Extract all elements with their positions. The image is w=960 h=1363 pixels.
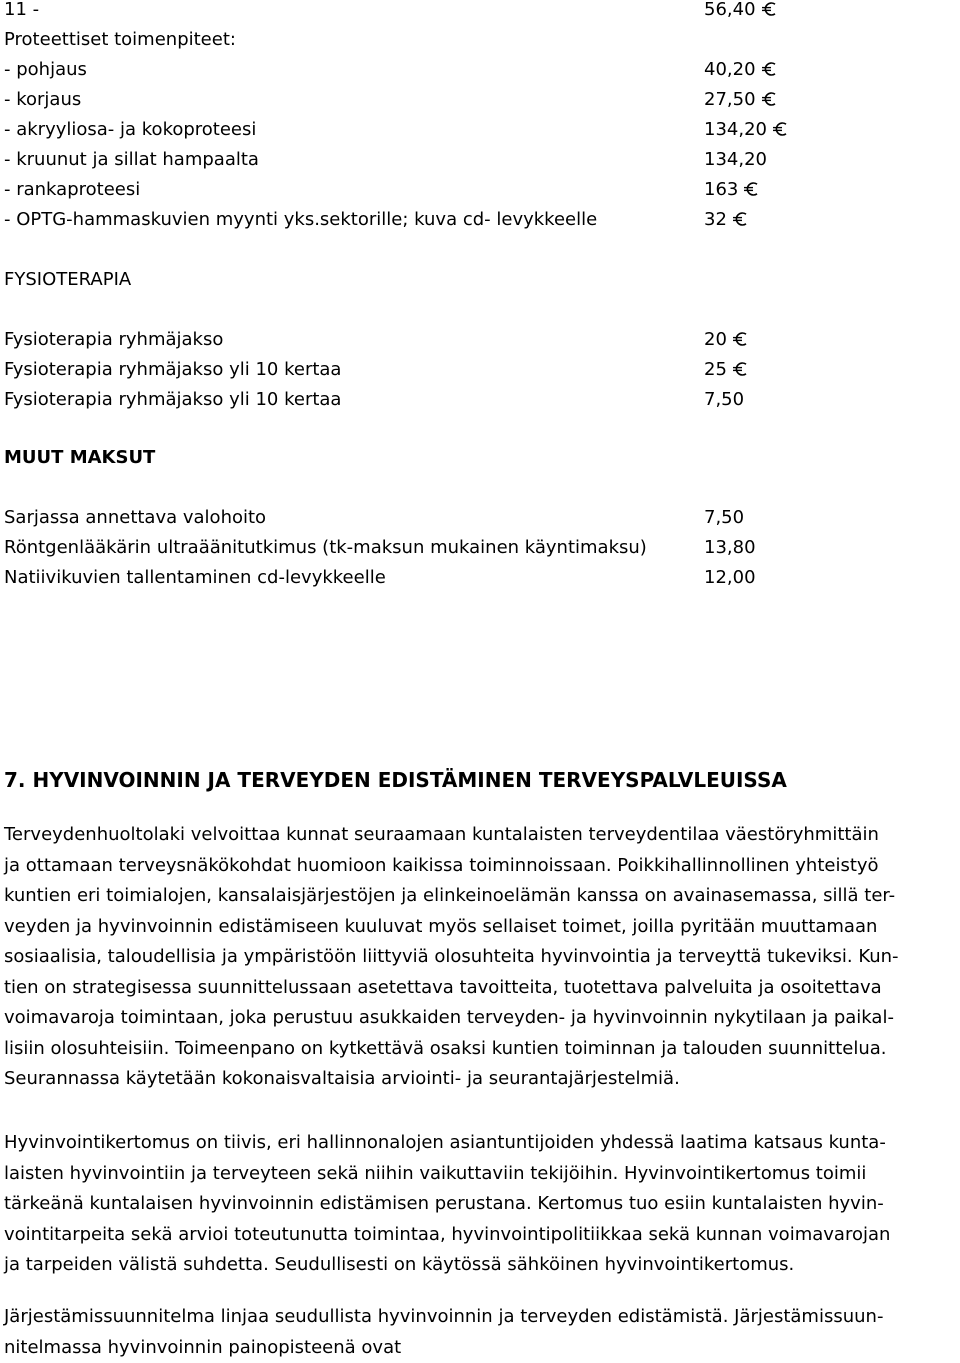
text-line: Terveydenhuoltolaki velvoittaa kunnat seuraamaan kuntalaisten terveydentilaa väestöryhmittäin (4, 820, 956, 851)
text-line: tien on strategisessa suunnittelussaan asetettava tavoitteita, tuotettava palveluita ja osoitettava (4, 973, 956, 1004)
text-line: voimavaroja toimintaan, joka perustuu asukkaiden terveyden- ja hyvinvoinnin nykytilaan ja paikal- (4, 1003, 956, 1034)
price-value: 32 (704, 209, 727, 230)
paragraph-2 (4, 1128, 956, 1281)
row-label: - akryyliosa- ja kokoproteesi (4, 118, 256, 142)
price-value: 134,20 (704, 149, 767, 170)
row-label: Fysioterapia ryhmäjakso yli 10 kertaa (4, 388, 341, 412)
row-value (704, 388, 744, 412)
row-label: Natiivikuvien tallentaminen cd-levykkeelle (4, 566, 386, 590)
text-line: sosiaalisia, taloudellisia ja ympäristöön liittyviä olosuhteita hyvinvointia ja terveyttä tukeviksi. Kun- (4, 942, 956, 973)
price-value: 134,20 (704, 119, 767, 140)
price-value: 7,50 (704, 389, 744, 410)
row-value (704, 118, 789, 142)
row-label: Fysioterapia ryhmäjakso yli 10 kertaa (4, 358, 341, 382)
row-label: - OPTG-hammaskuvien myynti yks.sektorille; kuva cd- levykkeelle (4, 208, 597, 232)
row-value (704, 358, 749, 382)
text-line: Hyvinvointikertomus on tiivis, eri hallinnonalojen asiantuntijoiden yhdessä laatima katsaus kunta- (4, 1128, 956, 1159)
row-value: 7,50 (704, 506, 744, 530)
row-label: - rankaproteesi (4, 178, 140, 202)
euro-icon (732, 361, 749, 377)
row-value (704, 0, 778, 22)
price-value: 27,50 (704, 89, 756, 110)
text-line: ja tarpeiden välistä suhdetta. Seudullisesti on käytössä sähköinen hyvinvointikertomus. (4, 1250, 956, 1281)
row-value (704, 148, 767, 172)
euro-icon (772, 121, 789, 137)
text-line: kuntien eri toimialojen, kansalaisjärjestöjen ja elinkeinoelämän kanssa on avainasemassa, sillä ter- (4, 881, 956, 912)
row-label: - kruunut ja sillat hampaalta (4, 148, 259, 172)
euro-icon (732, 331, 749, 347)
row-label: Röntgenlääkärin ultraäänitutkimus (tk-maksun mukainen käyntimaksu) (4, 536, 647, 560)
euro-icon (761, 61, 778, 77)
text-line: tärkeänä kuntalaisen hyvinvoinnin edistämisen perustana. Kertomus tuo esiin kuntalaisten hyvin- (4, 1189, 956, 1220)
text-line: veyden ja hyvinvoinnin edistämiseen kuuluvat myös sellaiset toimet, joilla pyritään muuttamaan (4, 912, 956, 943)
price-value: 25 (704, 359, 727, 380)
section-heading: MUUT MAKSUT (4, 446, 155, 470)
paragraph-1 (4, 820, 956, 1095)
row-value (704, 208, 749, 232)
text-line: Järjestämissuunnitelma linjaa seudullista hyvinvoinnin ja terveyden edistämistä. Järjestämissuun- (4, 1302, 956, 1333)
paragraph-3 (4, 1302, 956, 1363)
price-value: 40,20 (704, 59, 756, 80)
row-label: 11 - (4, 0, 39, 22)
row-value: 12,00 (704, 566, 756, 590)
euro-icon (732, 211, 749, 227)
price-value: 20 (704, 329, 727, 350)
euro-icon (761, 91, 778, 107)
row-label: - pohjaus (4, 58, 87, 82)
section-title: 7. HYVINVOINNIN JA TERVEYDEN EDISTÄMINEN TERVEYSPALVLEUISSA (4, 766, 787, 794)
text-line: lisiin olosuhteisiin. Toimeenpano on kytkettävä osaksi kuntien toiminnan ja talouden suunnittelua. (4, 1034, 956, 1065)
row-label: Fysioterapia ryhmäjakso (4, 328, 223, 352)
row-label: Sarjassa annettava valohoito (4, 506, 266, 530)
euro-icon (761, 1, 778, 17)
euro-icon (743, 181, 760, 197)
text-line: ja ottamaan terveysnäkökohdat huomioon kaikissa toiminnoissaan. Poikkihallinnollinen yhteistyö (4, 851, 956, 882)
row-value: 13,80 (704, 536, 756, 560)
text-line: Seurannassa käytetään kokonaisvaltaisia arviointi- ja seurantajärjestelmiä. (4, 1064, 956, 1095)
price-value: 163 (704, 179, 738, 200)
section-heading: FYSIOTERAPIA (4, 268, 131, 292)
row-label: - korjaus (4, 88, 81, 112)
text-line: laisten hyvinvointiin ja terveyteen sekä niihin vaikuttaviin tekijöihin. Hyvinvointikertomus toimii (4, 1159, 956, 1190)
price-value: 56,40 (704, 0, 756, 20)
row-label: Proteettiset toimenpiteet: (4, 28, 236, 52)
row-value (704, 58, 778, 82)
text-line: nitelmassa hyvinvoinnin painopisteenä ovat (4, 1333, 956, 1363)
row-value (704, 178, 760, 202)
row-value (704, 328, 749, 352)
text-line: vointitarpeita sekä arvioi toteutunutta toimintaa, hyvinvointipolitiikkaa sekä kunnan voimavarojan (4, 1220, 956, 1251)
row-value (704, 88, 778, 112)
